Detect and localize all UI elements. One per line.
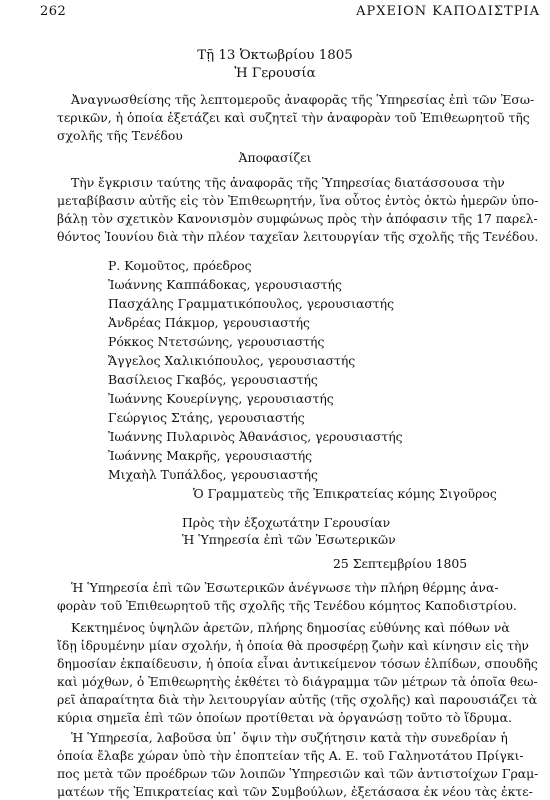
signatory: Ἰωάννης Καππάδοκας, γερουσιαστής [108,277,342,292]
decision-heading: Ἀποφασίζει [238,150,312,165]
body-line: δημοσίαν ἐκπαίδευσιν, ἡ ὁποία εἶναι ἀντικείμενον τόσων ἐλπίδων, σπουδῆς [57,656,538,671]
section1-date: Τῇ 13 Ὀκτωβρίου 1805 [197,48,353,63]
signatory: Πασχάλης Γραμματικόπουλος, γερουσιαστής [108,296,395,311]
section1-heading: Ἡ Γερουσία [234,66,316,81]
decision-line: μεταβίβασιν αὐτῆς εἰς τὸν Ἐπιθεωρητήν, ἵνα οὗτος ἐντὸς ὀκτὼ ἡμερῶν ὑπο- [57,193,539,208]
decision-line: θόντος Ἰουνίου διὰ τὴν πλέον ταχεῖαν λειτουργίαν τῆς σχολῆς τῆς Τενέδου. [57,229,539,244]
body-line: φορὰν τοῦ Ἐπιθεωρητοῦ τῆς σχολῆς τῆς Τενέδου κόμητος Καποδιστρίου. [57,598,517,613]
page-header [0,0,550,30]
body-line: καὶ μόχθων, ὁ Ἐπιθεωρητὴς ἐκθέτει τὸ διάγραμμα τῶν μέτρων τὰ ὁποῖα θεω- [57,674,538,689]
signatory: Μιχαὴλ Τυπάλδος, γερουσιαστής [108,467,318,482]
intro-line: σχολῆς τῆς Τενέδου [57,128,183,143]
signatory: Ἀνδρέας Πάκμορ, γερουσιαστής [108,315,310,330]
body-line: Ἡ Ὑπηρεσία ἐπὶ τῶν Ἐσωτερικῶν ἀνέγνωσε τὴν πλήρη θέρμης ἀνα- [71,580,499,595]
signatory: Βασίλειος Γκαβός, γερουσιαστής [108,372,318,387]
intro-line: τερικῶν, ἡ ὁποία ἐξετάζει καὶ συζητεῖ τὴν ἀναφορὰν τοῦ Ἐπιθεωρητοῦ τῆς [57,110,530,125]
address-line: Πρὸς τὴν ἐξοχωτάτην Γερουσίαν [182,515,391,530]
body-line: Κεκτημένος ὑψηλῶν ἀρετῶν, πλήρης δημοσίας εὐθύνης καὶ πόθων νὰ [71,620,510,635]
body-line: ματέων τῆς Ἐπικρατείας καὶ τῶν Συμβούλων, ἐξετάσασα ἐκ νέου τὰς ἐκτε- [57,784,533,799]
signatory: Ρ. Κομοῦτος, πρόεδρος [108,258,252,273]
section2-date: 25 Σεπτεμβρίου 1805 [333,556,468,571]
body-line: κύρια σημεῖα ἐπὶ τῶν ὁποίων προτίθεται νὰ ὀργανώσῃ τοῦτο τὸ ἵδρυμα. [57,710,512,725]
signatory: Ἄγγελος Χαλικιόπουλος, γερουσιαστής [108,353,356,368]
signatory: Ρόκκος Ντετσώνης, γερουσιαστής [108,334,325,349]
body-line: πος μετὰ τῶν προέδρων τῶν λοιπῶν Ὑπηρεσιῶν καὶ τῶν ἀντιστοίχων Γραμ- [57,766,539,781]
signatory: Ἰωάννης Μακρῆς, γερουσιαστής [108,448,313,463]
signatory: Γεώργιος Στάης, γερουσιαστής [108,410,305,425]
signatory: Ἰωάννης Πυλαρινὸς Ἀθανάσιος, γερουσιαστής [108,429,403,444]
running-head: ΑΡΧΕΙΟΝ ΚΑΠΟΔΙΣΤΡΙΑ [356,4,540,19]
intro-line: Ἀναγνωσθείσης τῆς λεπτομεροῦς ἀναφορᾶς τῆς Ὑπηρεσίας ἐπὶ τῶν Ἐσω- [71,92,535,107]
address-line: Ἡ Ὑπηρεσία ἐπὶ τῶν Ἐσωτερικῶν [182,532,396,547]
body-line: ἴδῃ ἱδρυμένην μίαν σχολήν, ἡ ὁποία θὰ προσφέρῃ ζωὴν καὶ κίνησιν εἰς τὴν [57,638,529,653]
signatory: Ἰωάννης Κουερίνγης, γερουσιαστής [108,391,334,406]
body-line: ρεῖ ἀπαραίτητα διὰ τὴν λειτουργίαν αὐτῆς (τῆς σχολῆς) καὶ παρουσιάζει τὰ [57,692,538,707]
body-line: ὁποία ἔλαβε χώραν ὑπὸ τὴν ἐποπτείαν τῆς Α. Ε. τοῦ Γαληνοτάτου Πρίγκι- [57,748,524,763]
page-number: 262 [40,4,67,19]
decision-line: βάλῃ τὸν σχετικὸν Κανονισμὸν συμφώνως πρὸς τὴν ἀπόφασιν τῆς 17 παρελ- [57,211,538,226]
secretary-signature: Ὁ Γραμματεὺς τῆς Ἐπικρατείας κόμης Σιγοῦρος [193,486,497,501]
decision-line: Τὴν ἔγκρισιν ταύτης τῆς ἀναφορᾶς τῆς Ὑπηρεσίας διατάσσουσα τὴν [71,175,505,190]
body-line: Ἡ Ὑπηρεσία, λαβοῦσα ὑπ᾿ ὄψιν τὴν συζήτησιν κατὰ τὴν συνεδρίαν ἡ [71,730,508,745]
